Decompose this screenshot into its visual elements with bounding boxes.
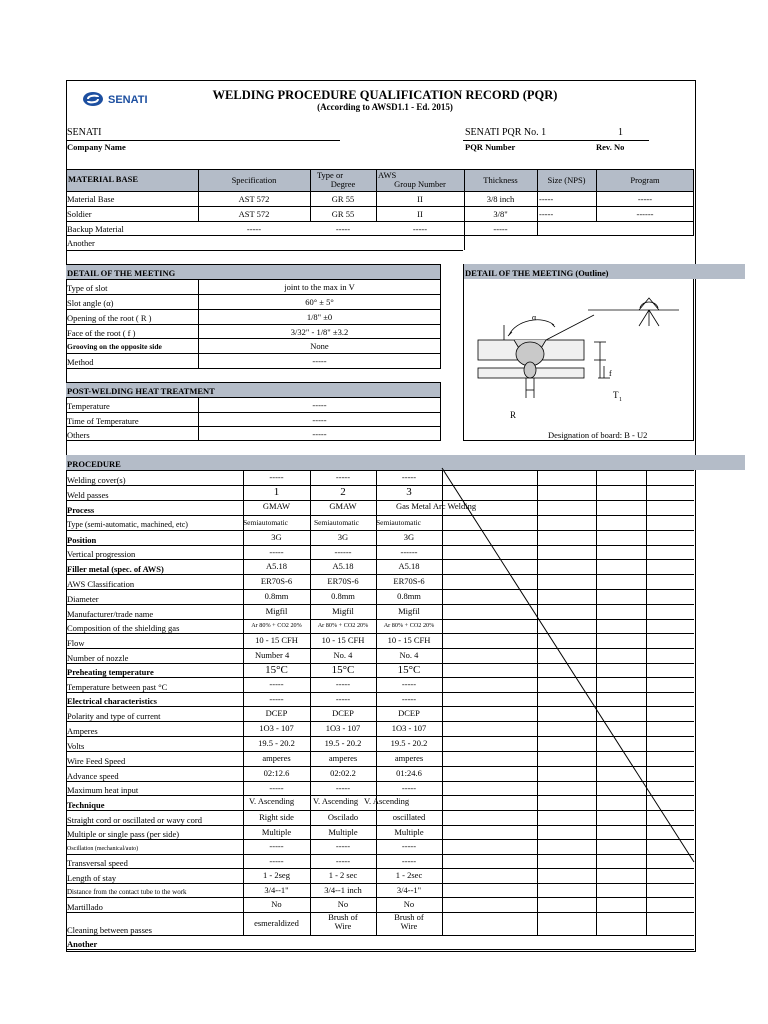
pqr-number-label: PQR Number: [465, 142, 516, 152]
procedure-value: Right side: [259, 812, 294, 822]
degree-header: Degree: [330, 179, 356, 189]
procedure-row-label: Filler metal (spec. of AWS): [67, 564, 164, 574]
material-row-label: Soldier: [67, 209, 92, 219]
procedure-value: amperes: [262, 753, 291, 763]
pwht-row-value: -----: [312, 429, 327, 439]
procedure-row-label: Position: [67, 535, 97, 545]
procedure-row-label: Number of nozzle: [67, 653, 129, 663]
meeting-row-value: 1/8" ±0: [306, 312, 333, 322]
procedure-value: A5.18: [398, 561, 420, 571]
procedure-row-label: Flow: [67, 638, 85, 648]
pwht-header: POST-WELDING HEAT TREATMENT: [67, 386, 215, 396]
rule: [66, 935, 694, 936]
r-label: R: [510, 410, 517, 420]
rule: [66, 949, 694, 950]
procedure-value: DCEP: [398, 708, 420, 718]
procedure-value: -----: [335, 693, 351, 704]
procedure-value: oscillated: [392, 812, 426, 822]
program-header: Program: [630, 175, 660, 185]
pqr-number-value: SENATI PQR No. 1: [465, 127, 547, 138]
procedure-value: No: [337, 899, 349, 909]
meeting-row-label: Grooving on the opposite side: [67, 342, 162, 351]
rule: [66, 338, 441, 339]
procedure-row-label: Volts: [67, 741, 85, 751]
alpha-label: α: [532, 313, 537, 322]
rule: [198, 397, 199, 440]
rule: [66, 169, 67, 250]
material-group: II: [417, 209, 423, 219]
procedure-row-label: Length of stay: [67, 873, 117, 883]
procedure-value: -----: [269, 679, 284, 689]
procedure-value: V. Ascending: [364, 796, 410, 806]
procedure-value: 1O3 - 107: [391, 723, 427, 733]
rule: [66, 206, 694, 207]
aws-header: AWS: [378, 170, 397, 180]
procedure-value: 19.5 - 20.2: [390, 738, 428, 748]
rule: [66, 897, 694, 898]
procedure-value: Multiple: [328, 826, 358, 837]
procedure-value: 19.5 - 20.2: [258, 738, 295, 748]
meeting-row-label: Method: [67, 357, 94, 367]
rule: [66, 191, 694, 192]
procedure-value: -----: [335, 472, 351, 482]
procedure-row-label: Manufacturer/trade name: [67, 609, 154, 619]
procedure-value: 02:02.2: [330, 768, 356, 778]
meeting-row-value: joint to the max in V: [284, 282, 355, 292]
material-type: GR 55: [331, 209, 355, 219]
procedure-row-label: Electrical characteristics: [67, 696, 157, 706]
procedure-value: GMAW: [262, 501, 291, 511]
procedure-header: PROCEDURE: [67, 459, 121, 469]
rule: [243, 470, 244, 935]
procedure-value: esmeraldized: [254, 918, 299, 928]
joint-diagram: [464, 280, 692, 430]
pwht-row-label: Temperature: [67, 401, 110, 411]
diagonal-strike-line: [440, 466, 700, 866]
procedure-value: Brush of Wire: [394, 912, 424, 931]
procedure-value: ------: [334, 546, 352, 557]
rule: [693, 169, 694, 235]
rule: [596, 169, 597, 221]
material-type: GR 55: [331, 194, 355, 204]
rule: [198, 169, 199, 221]
procedure-value: Migfil: [398, 606, 420, 616]
rule: [198, 279, 199, 368]
procedure-value: -----: [401, 841, 417, 851]
procedure-value: 3G: [271, 532, 282, 542]
t-sub-label: 1: [619, 397, 622, 403]
procedure-row-label: Polarity and type of current: [67, 711, 161, 721]
procedure-value: Ar 80% + CO2 20%: [251, 621, 302, 629]
meeting-row-value: None: [310, 341, 329, 351]
t-label: T: [613, 390, 619, 400]
rev-number-value: 1: [618, 127, 623, 138]
material-row-label: Backup Material: [67, 224, 124, 234]
group-header: Group Number: [394, 179, 446, 189]
procedure-value: DCEP: [332, 708, 354, 718]
procedure-value: -----: [401, 855, 417, 866]
procedure-row-label: Temperature between past °C: [67, 682, 168, 692]
size-header: Size (NPS): [547, 175, 586, 185]
material-size: -----: [539, 194, 554, 204]
material-row-label: Material Base: [67, 194, 115, 204]
procedure-value: Brush of Wire: [328, 912, 358, 931]
board-designation: Designation of board: B - U2: [548, 430, 648, 440]
procedure-row-label: Cleaning between passes: [67, 925, 152, 935]
form-title: WELDING PROCEDURE QUALIFICATION RECORD (PQR): [212, 88, 558, 102]
rule: [440, 382, 441, 440]
procedure-value: Migfil: [265, 606, 288, 616]
rule: [66, 294, 441, 295]
procedure-row-label: Technique: [67, 800, 105, 810]
rule: [464, 169, 465, 250]
rule: [310, 470, 311, 935]
procedure-value: 10 - 15 CFH: [321, 635, 365, 645]
procedure-row-label: Martillado: [67, 902, 103, 912]
rule: [66, 264, 441, 265]
procedure-row-label: Multiple or single pass (per side): [67, 829, 180, 839]
procedure-value: 1 - 2seg: [263, 870, 290, 880]
material-size: -----: [539, 209, 554, 219]
material-program: -----: [637, 194, 653, 204]
procedure-value: 10 - 15 CFH: [255, 635, 298, 645]
procedure-value: A5.18: [332, 561, 354, 571]
procedure-value: 1: [273, 486, 280, 498]
procedure-value: A5.18: [265, 561, 287, 571]
procedure-value: 0.8mm: [331, 591, 355, 601]
pwht-row-value: -----: [312, 415, 327, 425]
procedure-row-label: Process: [67, 505, 95, 515]
procedure-value: 3: [406, 486, 412, 498]
procedure-value: -----: [269, 841, 284, 851]
procedure-value: 3G: [403, 532, 415, 542]
procedure-value: -----: [269, 693, 284, 704]
procedure-value: -----: [401, 472, 417, 482]
procedure-value: ER70S-6: [260, 576, 293, 586]
procedure-row-label: AWS Classification: [67, 579, 135, 589]
rule: [310, 169, 311, 221]
procedure-row-label: Straight cord or oscillated or wavy cord: [67, 815, 203, 825]
procedure-value: Multiple: [261, 826, 292, 837]
procedure-value: 19.5 - 20.2: [324, 738, 362, 748]
meeting-row-value: 3/32" - 1/8" ±3.2: [290, 327, 349, 337]
procedure-row-label: Advance speed: [67, 771, 119, 781]
procedure-value: 1O3 - 107: [325, 723, 361, 733]
meeting-row-label: Opening of the root ( R ): [67, 313, 152, 323]
procedure-value: 1O3 - 107: [259, 723, 294, 733]
rule: [376, 470, 377, 935]
procedure-value: GMAW: [329, 501, 357, 511]
procedure-value: 2: [340, 486, 346, 498]
procedure-value: 0.8mm: [264, 591, 289, 601]
procedure-value: Number 4: [255, 650, 290, 660]
procedure-value: 10 - 15 CFH: [387, 635, 431, 645]
procedure-value: ER70S-6: [327, 576, 359, 586]
pwht-row-label: Time of Temperature: [67, 416, 139, 426]
procedure-value: amperes: [394, 753, 424, 763]
procedure-value: -----: [335, 855, 351, 866]
rule: [376, 169, 377, 221]
meeting-row-label: Slot angle (α): [67, 298, 114, 308]
procedure-value: No. 4: [399, 650, 419, 660]
material-thickness: 3/8 inch: [486, 194, 515, 204]
procedure-value: -----: [335, 841, 351, 851]
procedure-row-label: Type (semi-automatic, machined, etc): [67, 520, 188, 529]
procedure-value: -----: [401, 782, 417, 793]
procedure-value: Ar 80% + CO2 20%: [383, 621, 435, 629]
procedure-row-label: Oscillation (mechanical/auto): [67, 846, 139, 852]
rule: [66, 382, 441, 383]
company-value: SENATI: [67, 127, 102, 138]
rule: [440, 264, 441, 368]
procedure-row-label: Wire Feed Speed: [67, 756, 126, 766]
procedure-row-label: Diameter: [67, 594, 99, 604]
procedure-value: -----: [401, 693, 417, 704]
procedure-row-label: Welding cover(s): [67, 475, 126, 485]
f-label: f: [609, 369, 612, 378]
rule: [66, 235, 694, 236]
procedure-value: 3/4--1": [264, 884, 289, 895]
procedure-row-label: Another: [67, 939, 98, 949]
meeting-row-label: Face of the root ( f ): [67, 328, 136, 338]
type-header: Type or: [316, 170, 344, 180]
procedure-value: -----: [335, 679, 351, 689]
senati-logo: [82, 91, 172, 107]
procedure-value: 3G: [337, 532, 349, 542]
procedure-value: -----: [269, 472, 284, 482]
pwht-row-label: Others: [67, 430, 90, 440]
rule: [66, 250, 463, 251]
procedure-value: 3/4--1": [396, 884, 422, 895]
company-label: Company Name: [67, 142, 126, 152]
material-spec: AST 572: [238, 209, 270, 219]
procedure-value: No. 4: [333, 650, 353, 660]
senati-logo-text: SENATI: [108, 94, 148, 106]
procedure-row-label: Transversal speed: [67, 858, 128, 868]
rule: [66, 426, 441, 427]
procedure-value: -----: [335, 782, 351, 793]
procedure-value: 1 - 2sec: [395, 870, 423, 880]
procedure-value: Migfil: [332, 606, 354, 616]
rule: [66, 279, 441, 280]
procedure-row-label: Weld passes: [67, 490, 109, 500]
procedure-value: Semiautomatic: [376, 518, 421, 527]
rule: [66, 324, 441, 325]
procedure-value: amperes: [328, 753, 358, 763]
procedure-value: 3/4--1 inch: [324, 884, 362, 895]
material-group: II: [417, 194, 423, 204]
procedure-value: -----: [401, 679, 417, 689]
material-thickness: 3/8": [493, 209, 508, 219]
spec-header: Specification: [231, 175, 277, 185]
rule: [66, 221, 694, 222]
procedure-value: -----: [269, 782, 284, 793]
procedure-value: Gas Metal Arc Welding: [396, 501, 477, 511]
rule: [66, 368, 441, 369]
material-spec: AST 572: [238, 194, 270, 204]
rule: [66, 309, 441, 310]
meeting-header: DETAIL OF THE MEETING: [67, 268, 176, 278]
meeting-row-value: 60° ± 5°: [305, 297, 334, 307]
procedure-value: Multiple: [394, 826, 424, 837]
procedure-row-label: Maximum heat input: [67, 785, 139, 795]
procedure-row-label: Distance from the contact tube to the work: [67, 888, 187, 896]
procedure-value: Semiautomatic: [243, 518, 288, 527]
material-program: ------: [636, 209, 654, 219]
rule: [537, 169, 538, 235]
outline-header: DETAIL OF THE MEETING (Outline): [465, 268, 609, 278]
procedure-row-label: Amperes: [67, 726, 98, 736]
procedure-value: 15°C: [331, 663, 355, 676]
procedure-value: ------: [400, 546, 418, 557]
form-subtitle: (According to AWSD1.1 - Ed. 2015): [317, 102, 453, 112]
material-row-label: Another: [67, 238, 95, 248]
procedure-value: Semiautomatic: [314, 518, 359, 527]
rule: [66, 412, 441, 413]
procedure-row-label: Composition of the shielding gas: [67, 623, 180, 633]
procedure-value: ER70S-6: [393, 576, 425, 586]
material-spec: -----: [246, 224, 262, 234]
procedure-value: 15°C: [397, 663, 421, 676]
rule: [66, 868, 694, 869]
procedure-value: 15°C: [265, 663, 288, 676]
procedure-value: 1 - 2 sec: [328, 870, 358, 880]
procedure-value: Ar 80% + CO2 20%: [317, 621, 369, 629]
procedure-value: Oscilado: [327, 812, 359, 822]
procedure-value: 01:24.6: [396, 768, 422, 778]
thickness-header: Thickness: [483, 175, 518, 185]
material-thickness: -----: [493, 224, 508, 234]
rule: [66, 353, 441, 354]
procedure-value: DCEP: [265, 708, 288, 718]
material-type: -----: [335, 224, 351, 234]
rev-number-label: Rev. No: [596, 142, 625, 152]
meeting-row-label: Type of slot: [67, 283, 108, 293]
pwht-row-value: -----: [312, 400, 327, 410]
procedure-value: -----: [269, 855, 284, 866]
procedure-value: 02:12.6: [263, 768, 290, 778]
material-group: -----: [412, 224, 428, 234]
procedure-value: V. Ascending: [249, 796, 295, 806]
rule: [66, 440, 441, 441]
meeting-row-value: -----: [312, 356, 327, 366]
procedure-value: V. Ascending: [313, 796, 359, 806]
rule: [66, 397, 441, 398]
procedure-row-label: Preheating temperature: [67, 667, 154, 677]
procedure-value: 0.8mm: [397, 591, 421, 601]
material-header-label: MATERIAL BASE: [68, 174, 138, 184]
procedure-value: No: [271, 899, 282, 909]
procedure-value: No: [403, 899, 415, 909]
procedure-value: -----: [269, 546, 284, 557]
procedure-row-label: Vertical progression: [67, 549, 136, 559]
